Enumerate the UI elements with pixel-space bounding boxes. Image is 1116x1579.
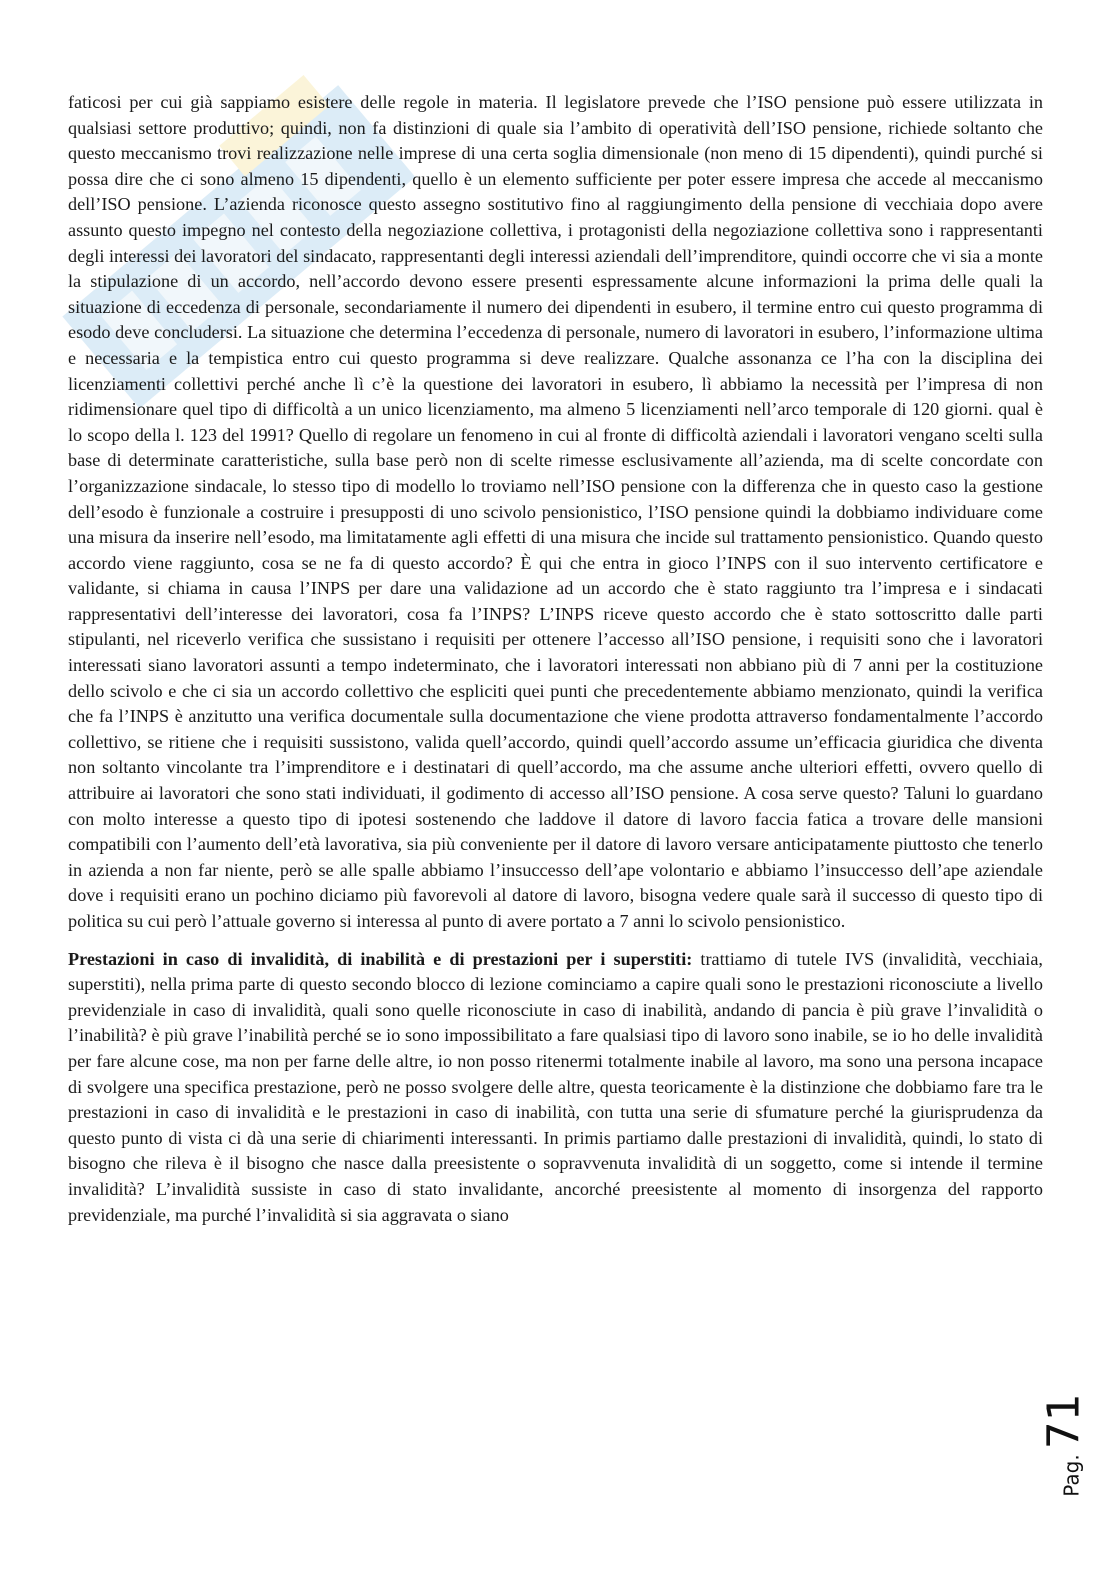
paragraph-text: trattiamo di tutele IVS (invalidità, vecchiaia, superstiti), nella prima parte di questo secondo blocco di lezione cominciamo a capire quali sono le prestazioni riconosciute a livello previdenziale in caso di invalidità, quali sono quelle riconosciute in caso di inabilità, andando di pancia è più grave l’invalidità o l’inabilità? è più grave l’inabilità perché se io sono impossibilitato a fare qualsiasi tipo di lavoro sono inabile, se io ho delle invalidità per fare alcune cose, ma non per farne delle altre, io non posso ritenermi totalmente inabile al lavoro, ma sono una persona incapace di svolgere una specifica prestazione, però ne posso svolgere delle altre, questa teoricamente è la distinzione che dobbiamo fare tra le prestazioni in caso di invalidità e le prestazioni in caso di inabilità, con tutta una serie di sfumature perché la giurisprudenza da questo punto di vista ci dà una serie di chiarimenti interessanti. In primis partiamo dalle prestazioni di invalidità, quindi, lo stato di bisogno che rileva è il bisogno che nasce dalla preesistente o sopravvenuta invalidità di un soggetto, come si intende il termine invalidità? L’invalidità sussiste in caso di stato invalidante, ancorché preesistente al momento di insorgenza del rapporto previdenziale, ma purché l’invalidità si sia aggravata o siano [68, 948, 1043, 1225]
page-number [1040, 1395, 1088, 1495]
paragraph-text: faticosi per cui già sappiamo esistere delle regole in materia. Il legislatore prevede che l’ISO pensione può essere utilizzata in qualsiasi settore produttivo; quindi, non fa distinzioni di quale sia l’ambito di operatività dell’ISO pensione, richiede soltanto che questo meccanismo trovi realizzazione nelle imprese di una certa soglia dimensionale (non meno di 15 dipendenti), quindi purché si possa dire che ci sono almeno 15 dipendenti, quello è un elemento sufficiente per poter essere impresa che accede al meccanismo dell’ISO pensione. L’azienda riconosce questo assegno sostitutivo fino al raggiungimento della pensione di vecchiaia dopo avere assunto questo impegno nel contesto della negoziazione collettiva, i protagonisti della negoziazione collettiva sono i rappresentanti degli interessi dei lavoratori del sindacato, rappresentanti degli interessi aziendali dell’imprenditore, quindi occorre che vi sia a monte la stipulazione di un accordo, nell’accordo devono essere presenti espressamente alcune informazioni la prima delle quali la situazione di eccedenza di personale, secondariamente il numero dei dipendenti in esubero, il termine entro cui questo programma di esodo deve concludersi. La situazione che determina l’eccedenza di personale, numero di lavoratori in esubero, l’informazione ultima e necessaria e la tempistica entro cui questo programma si deve realizzare. Qualche assonanza ce l’ha con la disciplina dei licenziamenti collettivi perché anche lì c’è la questione dei lavoratori in esubero, lì abbiamo la necessità per l’impresa di non ridimensionare quel tipo di difficoltà a un unico licenziamento, ma almeno 5 licenziamenti nell’arco temporale di 120 giorni. qual è lo scopo della l. 123 del 1991? Quello di regolare un fenomeno in cui al fronte di difficoltà aziendali i lavoratori vengano scelti sulla base di determinate caratteristiche, sulla base però non di scelte rimesse esclusivamente all’azienda, ma di scelte concordate con l’organizzazione sindacale, lo stesso tipo di modello lo troviamo nell’ISO pensione con la differenza che in questo caso la gestione dell’esodo è funzionale a costruire i presupposti di uno scivolo pensionistico, l’ISO pensione quindi la dobbiamo individuare come una misura da inserire nell’esodo, ma limitatamente agli effetti di una misura che incide sul trattamento pensionistico. Quando questo accordo viene raggiunto, cosa se ne fa di questo accordo? È qui che entra in gioco l’INPS con il suo intervento certificatore e validante, si chiama in causa l’INPS per dare una validazione ad un accordo che è stato raggiunto tra l’impresa e i sindacati rappresentativi dell’interesse dei lavoratori, cosa fa l’INPS? L’INPS riceve questo accordo che è stato sottoscritto dalle parti stipulanti, nel riceverlo verifica che sussistano i requisiti per ottenere l’accesso all’ISO pensione, i requisiti sono che i lavoratori interessati siano lavoratori assunti a tempo indeterminato, che i lavoratori interessati non abbiano più di 7 anni per la costituzione dello scivolo e che ci sia un accordo collettivo che espliciti quei punti che precedentemente abbiamo menzionato, quindi la verifica che fa l’INPS è anzitutto una verifica documentale sulla documentazione che viene prodotta attraverso fondamentalmente l’accordo collettivo, se ritiene che i requisiti sussistono, valida quell’accordo, quindi quell’accordo assume un’efficacia giuridica che diventa non soltanto vincolante tra l’imprenditore e i destinatari di quell’accordo, ma che assume anche ulteriori effetti, ovvero quello di attribuire ai lavoratori che sono stati individuati, il godimento di accesso all’ISO pensione. A cosa serve questo? Taluni lo guardano con molto interesse a questo tipo di ipotesi sostenendo che laddove il datore di lavoro faccia fatica a trovare delle mansioni compatibili con l’aumento dell’età lavorativa, sia più conveniente per il datore di lavoro versare anticipatamente piuttosto che tenerlo in azienda a non far niente, però se alle spalle abbiamo l’insuccesso dell’ape volontario e abbiamo l’insuccesso dell’ape aziendale dove i requisiti erano un pochino diciamo più favorevoli al datore di lavoro, bisogna vedere quale sarà il successo di questo tipo di politica su cui però l’attuale governo si interessa al punto di avere portato a 7 anni lo scivolo pensionistico. [68, 92, 1043, 931]
page-number-label: Pag. [1059, 1454, 1084, 1497]
paragraph-prestazioni [68, 947, 1043, 1229]
document-body [68, 90, 1043, 1240]
section-heading: Prestazioni in caso di invalidità, di inabilità e di prestazioni per i superstiti: [68, 948, 693, 969]
page-number-value: 71 [1038, 1393, 1090, 1450]
paragraph-iso-pensione [68, 90, 1043, 935]
page-number-rotated [1039, 1393, 1090, 1497]
